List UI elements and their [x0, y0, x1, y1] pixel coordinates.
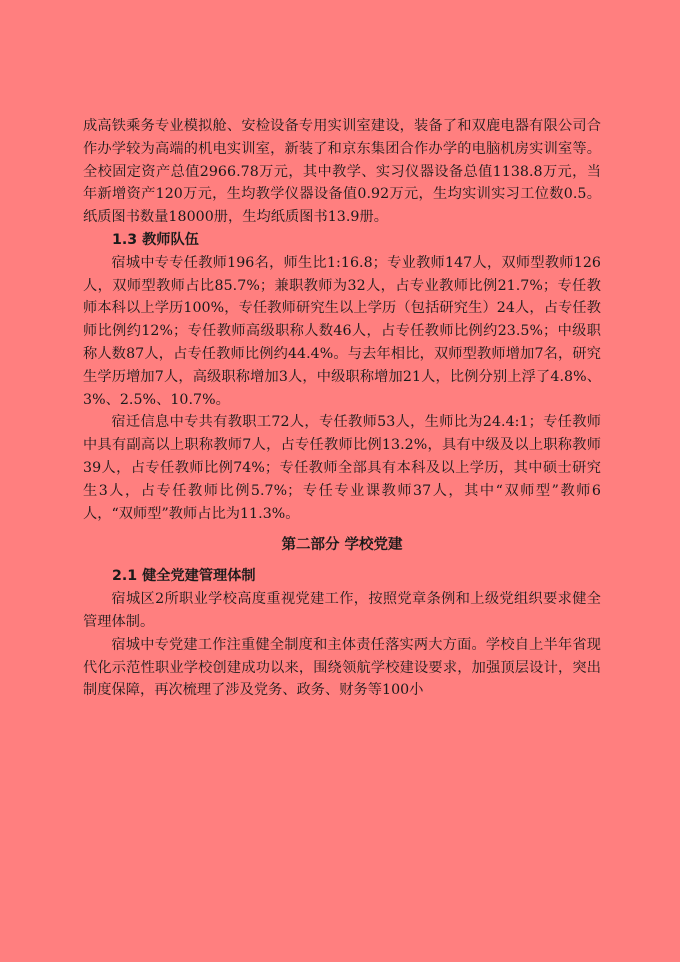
paragraph-facilities: 成高铁乘务专业模拟舱、安检设备专用实训室建设，装备了和双鹿电器有限公司合作办学较为高端的机电实训室，新装了和京东集团合作办学的电脑机房实训室等。全校固定资产总值2966.78万元，其中教学、实习仪器设备总值1138.8万元，当年新增资产120万元，生均教学仪器设备值0.92万元，生均实训实习工位数0.5。纸质图书数量18000册，生均纸质图书13.9册。: [83, 118, 601, 226]
document-page: [83, 115, 601, 702]
paragraph-suqian-info-teachers: 宿迁信息中专共有教职工72人，专任教师53人，生师比为24.4:1；专任教师中具有副高以上职称教师7人，占专任教师比例13.2%，具有中级及以上职称教师39人，占专任教师比例74%；专任教师全部具有本科及以上学历，其中硕士研究生3人，占专任教师比例5.7%；专任专业课教师37人，其中“双师型”教师6人，“双师型”教师占比为11.3%。: [83, 414, 601, 522]
section-title-party-building: 第二部分 学校党建: [281, 537, 403, 554]
paragraph-sucheng-party-work: 宿城中专党建工作注重健全制度和主体责任落实两大方面。学校自上半年省现代化示范性职业学校创建成功以来，围绕领航学校建设要求，加强顶层设计，突出制度保障，再次梳理了涉及党务、政务、财务等100小: [83, 636, 601, 699]
heading-party-management: 2.1 健全党建管理体制: [112, 568, 256, 585]
heading-teacher-team: 1.3 教师队伍: [112, 231, 199, 248]
paragraph-district-schools: 宿城区2所职业学校高度重视党建工作，按照党章条例和上级党组织要求健全管理体制。: [83, 591, 601, 630]
paragraph-sucheng-teachers: 宿城中专专任教师196名，师生比1:16.8；专业教师147人，双师型教师126人，双师型教师占比85.7%；兼职教师为32人，占专业教师比例21.7%；专任教师本科以上学历100%，专任教师研究生以上学历（包括研究生）24人，占专任教师比例约12%；专任教师高级职称人数46人，占专任教师比例约23.5%；中级职称人数87人，占专任教师比例约44.4%。与去年相比，双师型教师增加7名，研究生学历增加7人，高级职称增加3人，中级职称增加21人，比例分别上浮了4.8%、3%、2.5%、10.7%。: [83, 254, 601, 408]
